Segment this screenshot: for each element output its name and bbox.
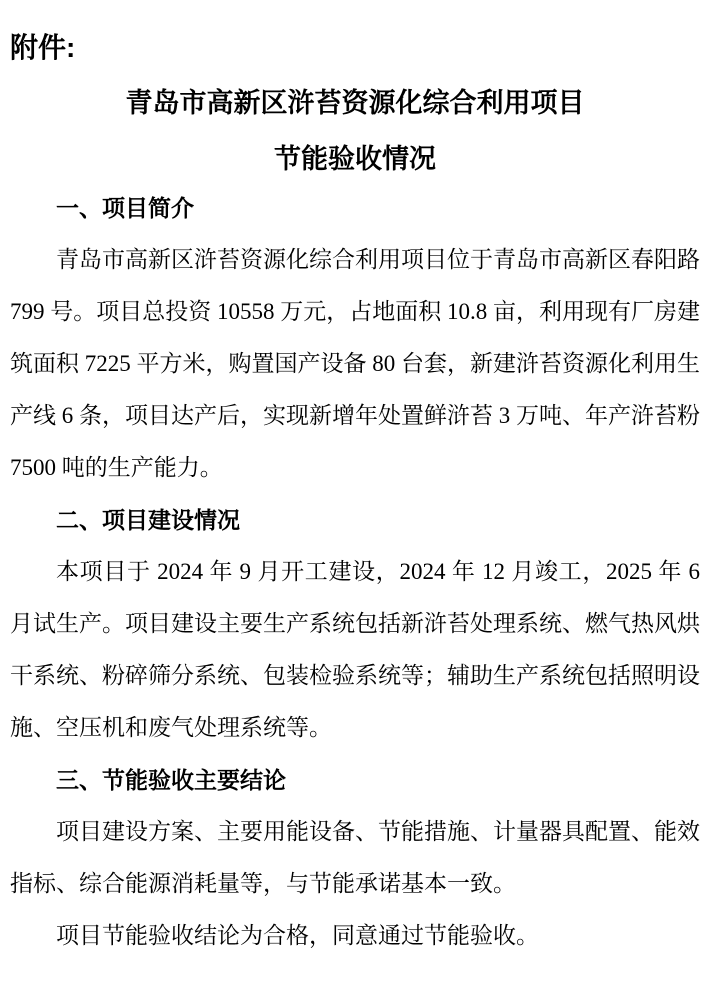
paragraph-acceptance-consistency: 项目建设方案、主要用能设备、节能措施、计量器具配置、能效指标、综合能源消耗量等，与节能承诺基本一致。 (10, 819, 700, 896)
attachment-label: 附件: (10, 32, 76, 63)
paragraph-construction-status: 本项目于 2024 年 9 月开工建设，2024 年 12 月竣工，2025 年 6 月试生产。项目建设主要生产系统包括新浒苔处理系统、燃气热风烘干系统、粉碎筛分系统、包装检验系统等；辅助生产系统包括照明设施、空压机和废气处理系统等。 (10, 559, 700, 740)
section-heading-construction-status: 二、项目建设情况 (56, 507, 240, 533)
paragraph-project-intro: 青岛市高新区浒苔资源化综合利用项目位于青岛市高新区春阳路 799 号。项目总投资 10558 万元，占地面积 10.8 亩，利用现有厂房建筑面积 7225 平方米，购置国产设备 80 台套，新建浒苔资源化利用生产线 6 条，项目达产后，实现新增年处置鲜浒苔 3 万吨、年产浒苔粉 7500 吨的生产能力。 (10, 247, 700, 480)
document-title-line2: 节能验收情况 (274, 144, 436, 174)
document-title-line1: 青岛市高新区浒苔资源化综合利用项目 (125, 88, 585, 118)
document-body (10, 182, 700, 962)
paragraph-acceptance-result: 项目节能验收结论为合格，同意通过节能验收。 (56, 923, 539, 948)
section-heading-project-intro: 一、项目简介 (56, 195, 194, 221)
section-heading-acceptance-conclusion: 三、节能验收主要结论 (56, 767, 286, 793)
